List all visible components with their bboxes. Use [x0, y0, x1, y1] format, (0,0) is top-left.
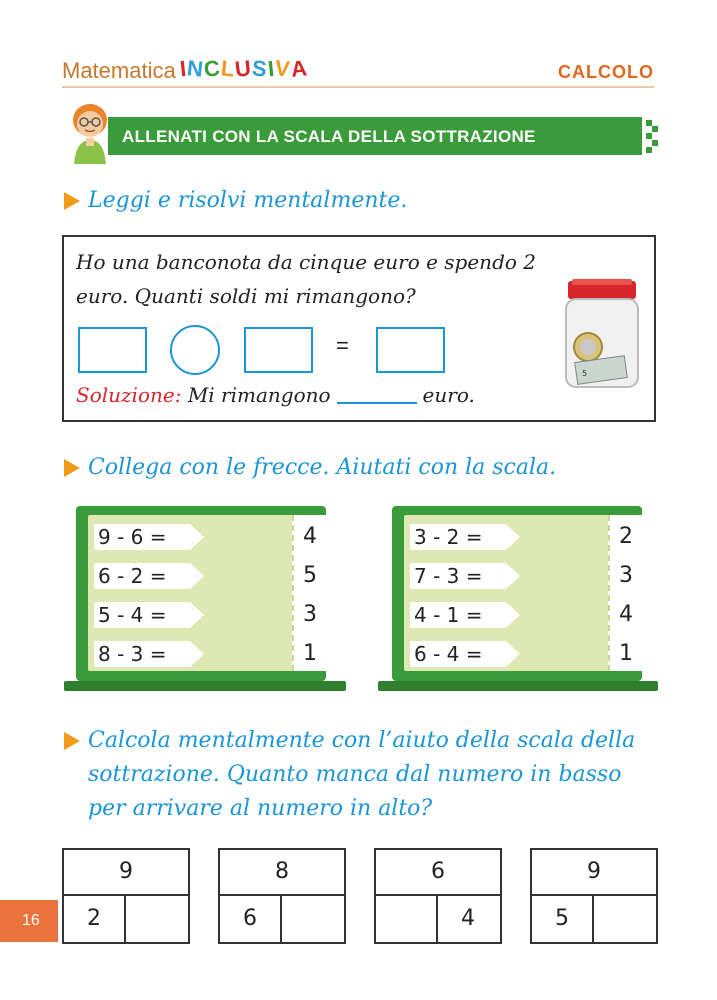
chalkboard-surface	[404, 515, 633, 671]
ladder-top-number: 8	[220, 850, 344, 896]
problem-line: euro. Quanti soldi mi rimangono?	[76, 284, 416, 308]
chalkboard-ledge	[64, 681, 346, 691]
bullet-arrow-icon	[64, 192, 80, 210]
subtraction-ladder	[530, 848, 658, 944]
exercise-banner	[108, 117, 642, 155]
answer-box-result[interactable]	[376, 327, 445, 373]
subtraction-expression[interactable]: 8 - 3 =	[94, 641, 190, 667]
answer-box-first-number[interactable]	[78, 327, 147, 373]
result-number[interactable]: 4	[619, 602, 633, 627]
ladder-cell[interactable]: 5	[532, 896, 594, 942]
bullet-arrow-icon	[64, 459, 80, 477]
brand-letter: N	[185, 55, 206, 82]
result-number[interactable]: 3	[619, 563, 633, 588]
subtraction-expression[interactable]: 4 - 1 =	[410, 602, 506, 628]
instruction-text: Leggi e risolvi mentalmente.	[88, 188, 408, 213]
subtraction-expression[interactable]: 6 - 4 =	[410, 641, 506, 667]
brand-letter: L	[219, 55, 237, 82]
subtraction-expression[interactable]: 6 - 2 =	[94, 563, 190, 589]
instruction-line: per arrivare al numero in alto?	[88, 796, 433, 821]
banner-decoration	[646, 147, 652, 153]
ladder-cell[interactable]: 4	[461, 906, 475, 931]
solution-blank[interactable]	[337, 402, 417, 404]
result-number[interactable]: 1	[619, 641, 633, 666]
instruction-line: sottrazione. Quanto manca dal numero in basso	[88, 762, 622, 787]
section-label: CALCOLO	[558, 62, 654, 82]
brand-title: Matematica	[62, 58, 176, 83]
ladder-cell[interactable]	[126, 896, 186, 942]
instruction-line: Calcola mentalmente con l’aiuto della scala della	[88, 728, 636, 753]
ladder-top-number: 9	[532, 850, 656, 896]
equals-sign: =	[336, 333, 349, 358]
result-number[interactable]: 3	[303, 602, 317, 627]
ladder-top-number: 6	[376, 850, 500, 896]
subtraction-expression[interactable]: 3 - 2 =	[410, 524, 506, 550]
subtraction-expression[interactable]: 7 - 3 =	[410, 563, 506, 589]
page-number-tab	[0, 900, 58, 942]
ladder-cell[interactable]: 2	[64, 896, 126, 942]
brand-letter: V	[273, 55, 293, 82]
banner-decoration	[652, 126, 658, 132]
problem-line: Ho una banconota da cinque euro e spendo 2	[76, 250, 536, 274]
result-number[interactable]: 1	[303, 641, 317, 666]
answer-box-second-number[interactable]	[244, 327, 313, 373]
money-jar-icon	[562, 277, 642, 391]
solution-line	[76, 383, 475, 407]
subtraction-ladder	[62, 848, 190, 944]
brand-letter: U	[234, 55, 254, 82]
subtraction-ladder	[218, 848, 346, 944]
ladder-cell[interactable]	[376, 896, 438, 942]
answer-operator-circle[interactable]	[170, 325, 220, 375]
instruction-text	[88, 724, 668, 826]
ladder-cell[interactable]: 6	[220, 896, 282, 942]
result-number[interactable]: 2	[619, 524, 633, 549]
page-number: 16	[22, 912, 40, 929]
brand-letter: S	[251, 55, 270, 82]
word-problem-box	[62, 235, 656, 422]
instruction-text: Collega con le frecce. Aiutati con la scala.	[88, 455, 557, 480]
problem-text	[76, 245, 646, 313]
page-header	[62, 54, 654, 88]
subtraction-ladder	[374, 848, 502, 944]
banner-title: ALLENATI CON LA SCALA DELLA SOTTRAZIONE	[122, 127, 536, 146]
banner-decoration	[652, 140, 658, 146]
solution-unit: euro.	[422, 383, 475, 407]
result-number[interactable]: 5	[303, 563, 317, 588]
brand-letter: C	[202, 55, 223, 82]
subtraction-expression[interactable]: 9 - 6 =	[94, 524, 190, 550]
ladder-top-number: 9	[64, 850, 188, 896]
subtraction-expression[interactable]: 5 - 4 =	[94, 602, 190, 628]
chalkboard-ledge	[378, 681, 658, 691]
banknote-label: 5	[582, 369, 588, 378]
header-divider	[62, 86, 654, 88]
solution-text: Mi rimangono	[187, 383, 331, 407]
brand-letter: A	[289, 55, 309, 82]
chalkboard-2	[392, 506, 642, 681]
ladder-cell[interactable]	[282, 896, 342, 942]
banner-decoration	[646, 133, 652, 139]
brand-highlight	[180, 56, 308, 82]
solution-label: Soluzione:	[76, 383, 182, 407]
brand-letter: I	[266, 55, 277, 82]
ladder-cell[interactable]	[594, 896, 654, 942]
bullet-arrow-icon	[64, 732, 80, 750]
chalkboard-surface	[88, 515, 317, 671]
result-number[interactable]: 4	[303, 524, 317, 549]
brand-letter: I	[178, 55, 189, 82]
chalkboard-1	[76, 506, 326, 681]
